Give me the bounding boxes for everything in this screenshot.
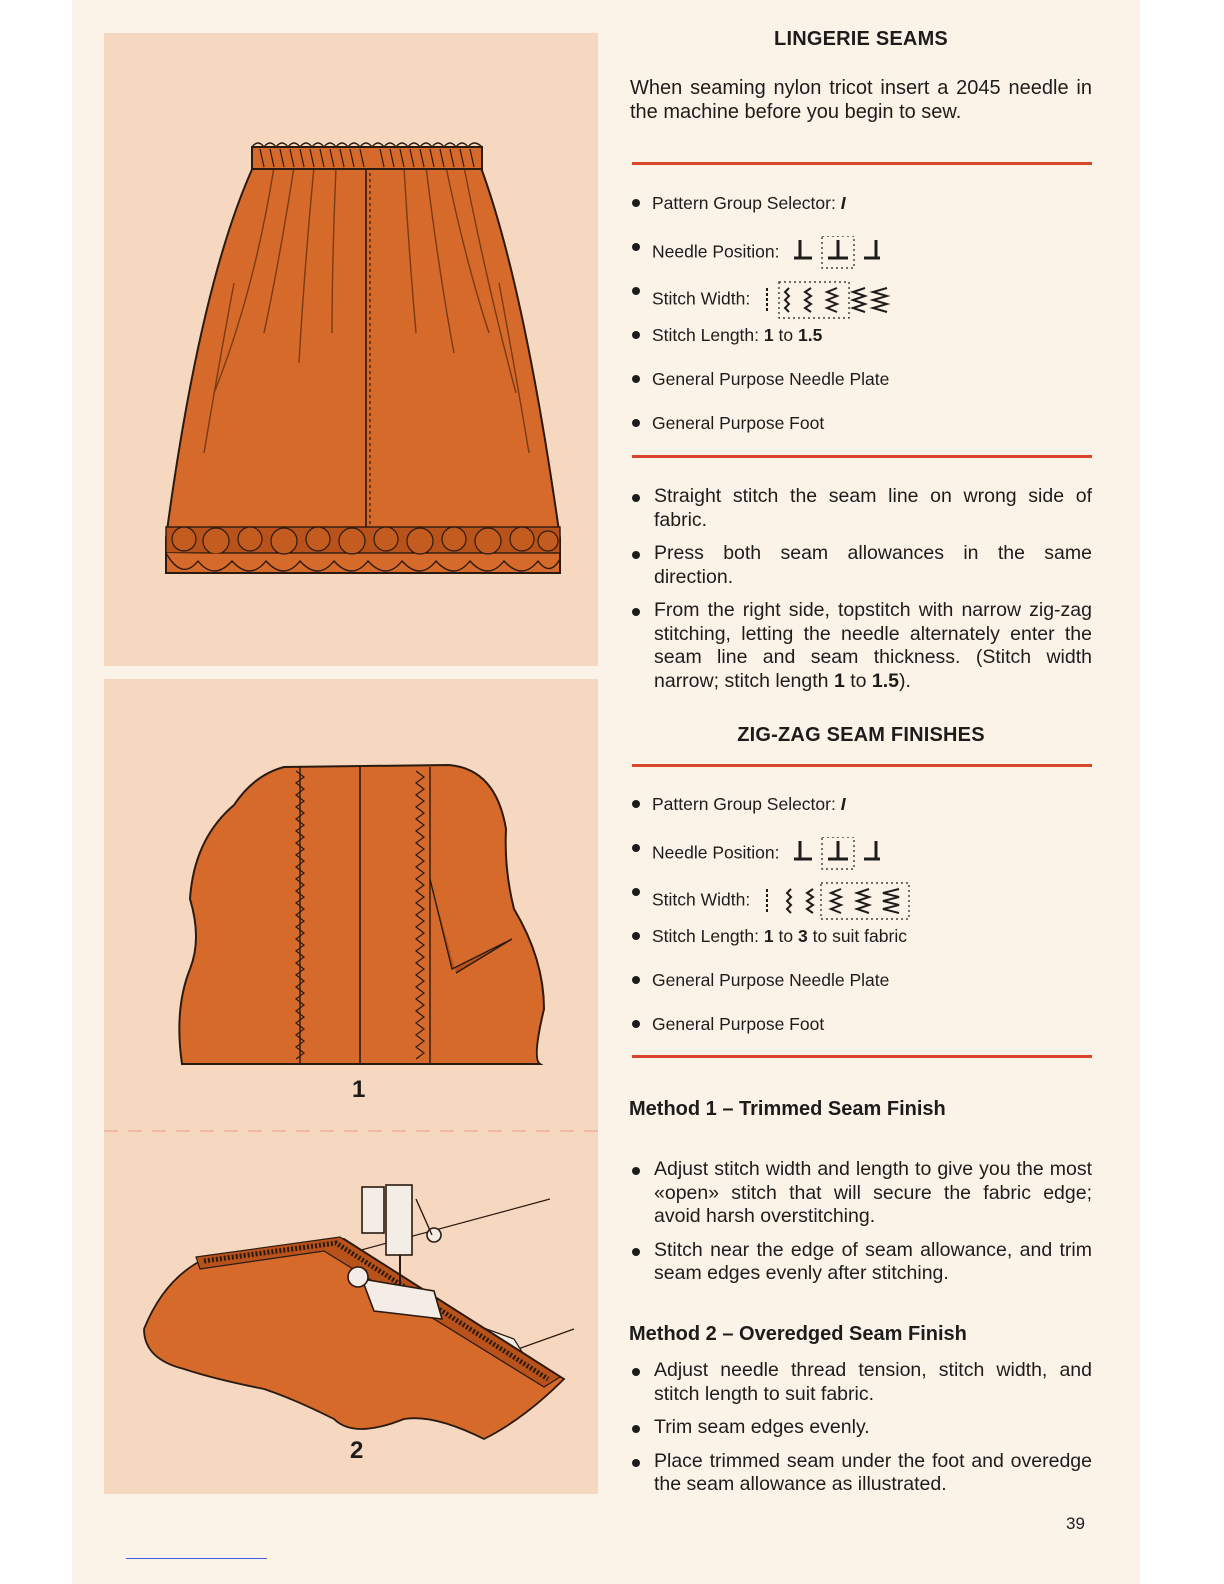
bullet-icon	[632, 551, 640, 559]
bullet-icon	[632, 888, 640, 896]
list-item: Trim seam edges evenly.	[630, 1416, 1092, 1440]
bullet-icon	[632, 199, 640, 207]
list-item: Needle Position:	[630, 837, 1092, 881]
bullet-icon	[632, 331, 640, 339]
pattern-value: I	[840, 794, 846, 814]
list-item: Stitch near the edge of seam allowance, and trim seam edges evenly after stitching.	[630, 1239, 1092, 1286]
list-item: Stitch Width:	[630, 280, 1092, 324]
bullet-icon	[632, 1459, 640, 1467]
lingerie-steps-list	[630, 485, 1092, 703]
link-underline	[126, 1558, 267, 1559]
list-item: Stitch Width:	[630, 881, 1092, 925]
pattern-value: I	[840, 193, 846, 213]
list-item: Press both seam allowances in the same direction.	[630, 542, 1092, 589]
bullet-icon	[632, 1248, 640, 1256]
figure-2-label: 2	[350, 1437, 364, 1464]
slip-illustration	[104, 33, 598, 666]
list-item: Adjust needle thread tension, stitch width, and stitch length to suit fabric.	[630, 1359, 1092, 1406]
stitch-width-icons	[761, 280, 891, 320]
seam-finish-illustration-panel	[104, 679, 598, 1494]
bullet-icon	[632, 419, 640, 427]
divider	[632, 162, 1092, 165]
method-2-steps-list	[630, 1359, 1092, 1507]
bullet-icon	[632, 976, 640, 984]
method-2-heading: Method 2 – Overedged Seam Finish	[629, 1323, 967, 1345]
zigzag-settings-list	[630, 793, 1092, 1057]
needle-position-icons	[790, 236, 900, 270]
list-item: General Purpose Foot	[630, 1013, 1092, 1057]
divider	[632, 455, 1092, 458]
slip-illustration-panel	[104, 33, 598, 666]
method-1-heading: Method 1 – Trimmed Seam Finish	[629, 1098, 946, 1120]
list-item: From the right side, topstitch with narrow zig-zag stitching, letting the needle alternately enter the seam line and seam thickness. (Stitch width narrow; stitch length 1 to 1.5).	[630, 599, 1092, 693]
bullet-icon	[632, 1020, 640, 1028]
needle-position-icons	[790, 837, 900, 871]
list-item: General Purpose Foot	[630, 412, 1092, 456]
bullet-icon	[632, 844, 640, 852]
list-item: General Purpose Needle Plate	[630, 969, 1092, 1013]
bullet-icon	[632, 243, 640, 251]
list-item: Needle Position:	[630, 236, 1092, 280]
bullet-icon	[632, 494, 640, 502]
list-item: Straight stitch the seam line on wrong side of fabric.	[630, 485, 1092, 532]
list-item: General Purpose Needle Plate	[630, 368, 1092, 412]
bullet-icon	[632, 1425, 640, 1433]
bullet-icon	[632, 800, 640, 808]
list-item: Pattern Group Selector: I	[630, 192, 1092, 236]
stitch-width-icons	[761, 881, 911, 921]
zigzag-seam-finishes-heading: ZIG-ZAG SEAM FINISHES	[737, 724, 985, 746]
bullet-icon	[632, 375, 640, 383]
page-number: 39	[1066, 1514, 1085, 1533]
list-item: Pattern Group Selector: I	[630, 793, 1092, 837]
bullet-icon	[632, 1167, 640, 1175]
divider	[632, 1055, 1092, 1058]
lingerie-seams-heading: LINGERIE SEAMS	[774, 28, 948, 50]
bullet-icon	[632, 608, 640, 616]
divider	[632, 764, 1092, 767]
list-item: Stitch Length: 1 to 3 to suit fabric	[630, 925, 1092, 969]
list-item: Stitch Length: 1 to 1.5	[630, 324, 1092, 368]
bullet-icon	[632, 1368, 640, 1376]
list-item: Adjust stitch width and length to give you the most «open» stitch that will secure the fabric edge; avoid harsh overstitching.	[630, 1158, 1092, 1229]
method-1-steps-list	[630, 1158, 1092, 1296]
bullet-icon	[632, 287, 640, 295]
seam-finish-illustration	[104, 679, 598, 1494]
list-item: Place trimmed seam under the foot and overedge the seam allowance as illustrated.	[630, 1450, 1092, 1497]
lingerie-settings-list	[630, 192, 1092, 456]
bullet-icon	[632, 932, 640, 940]
figure-1-label: 1	[352, 1076, 366, 1103]
lingerie-intro: When seaming nylon tricot insert a 2045 needle in the machine before you begin to sew.	[630, 77, 1092, 123]
